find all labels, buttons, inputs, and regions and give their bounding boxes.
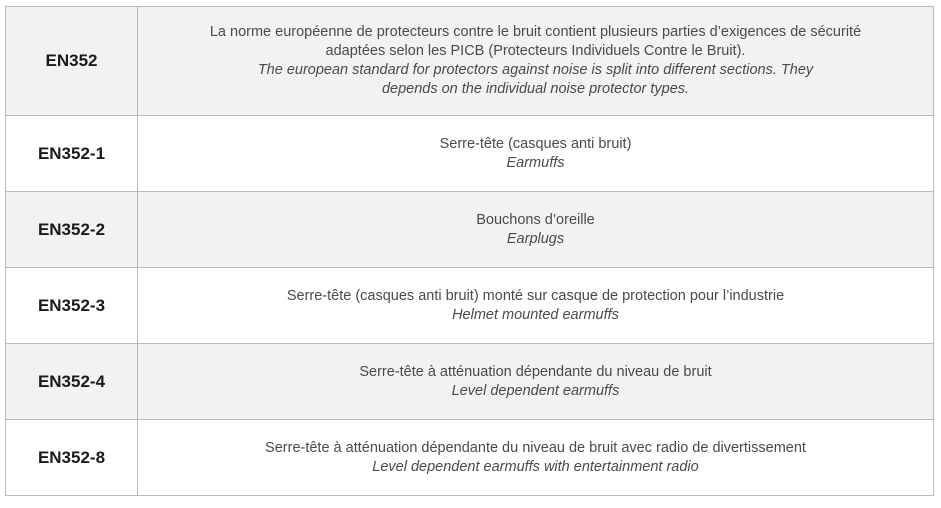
standard-description — [138, 268, 934, 344]
table-row — [6, 344, 934, 420]
standard-description — [138, 192, 934, 268]
standards-table — [5, 6, 934, 496]
description-french: Serre-tête (casques anti bruit) monté sur casque de protection pour l’industrie — [286, 287, 785, 304]
table-row — [6, 192, 934, 268]
standard-description — [138, 344, 934, 420]
standard-code: EN352-2 — [6, 192, 138, 268]
standard-code: EN352-8 — [6, 420, 138, 496]
description-english: Helmet mounted earmuffs — [452, 306, 619, 323]
description-english: The european standard for protectors against noise is split into different sections. They depends on the individual noise protector types. — [257, 62, 814, 97]
description-french: Serre-tête à atténuation dépendante du niveau de bruit avec radio de divertissement — [265, 439, 806, 456]
description-english: Level dependent earmuffs with entertainment radio — [372, 458, 699, 475]
table-row — [6, 116, 934, 192]
description-french: Serre-tête à atténuation dépendante du niveau de bruit — [359, 363, 712, 380]
standard-description — [138, 7, 934, 116]
description-french: Serre-tête (casques anti bruit) — [439, 135, 632, 152]
description-french: Bouchons d’oreille — [476, 211, 595, 228]
description-french: La norme européenne de protecteurs contre le bruit contient plusieurs parties d’exigences de sécurité adaptées selon les PICB (Protecteurs Individuels Contre le Bruit). — [209, 24, 862, 59]
table-row — [6, 268, 934, 344]
standard-description — [138, 420, 934, 496]
table-row — [6, 7, 934, 116]
standard-description — [138, 116, 934, 192]
standard-code: EN352-4 — [6, 344, 138, 420]
table-row — [6, 420, 934, 496]
description-english: Earplugs — [506, 230, 565, 247]
standard-code: EN352-3 — [6, 268, 138, 344]
description-english: Earmuffs — [506, 154, 565, 171]
description-english: Level dependent earmuffs — [451, 382, 620, 399]
standard-code: EN352-1 — [6, 116, 138, 192]
standard-code: EN352 — [6, 7, 138, 116]
